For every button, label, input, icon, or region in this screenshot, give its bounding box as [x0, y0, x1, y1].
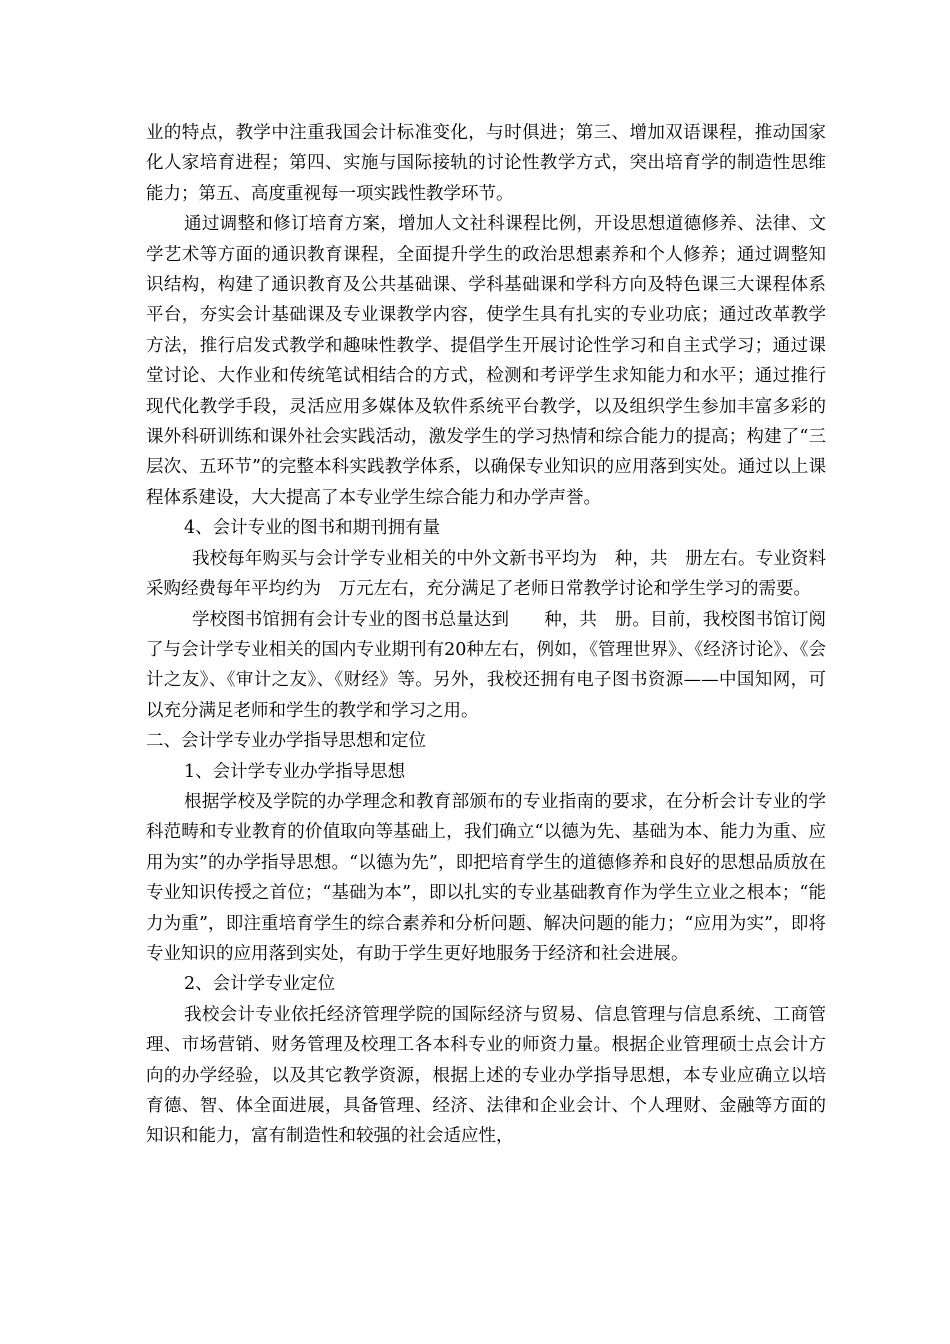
paragraph-course-features: 业的特点，教学中注重我国会计标准变化，与时俱进；第三、增加双语课程，推动国家化人家培育进程；第四、实施与国际接轨的讨论性教学方式，突出培育学的制造性思维能力；第五、高度重视每一项实践性教学环节。	[146, 123, 826, 204]
section-heading-positioning: 2、会计学专业定位	[184, 974, 336, 995]
section-heading-guiding-ideology: 1、会计学专业办学指导思想	[184, 761, 406, 782]
paragraph-guiding-ideology: 根据学校及学院的办学理念和教育部颁布的专业指南的要求，在分析会计专业的学科范畴和专业教育的价值取向等基础上，我们确立“以德为先、基础为本、能力为重、应用为实”的办学指导思想。“以德为先”，即把培育学生的道德修养和良好的思想品质放在专业知识传授之首位；“基础为本”，即以扎实的专业基础教育作为学生立业之根本；“能力为重”，即注重培育学生的综合素养和分析问题、解决问题的能力；“应用为实”，即将专业知识的应用落到实处，有助于学生更好地服务于经济和社会进展。	[146, 791, 826, 964]
chapter-heading-guiding-ideology: 二、会计学专业办学指导思想和定位	[146, 731, 426, 752]
document-page	[146, 118, 826, 1152]
paragraph-positioning: 我校会计专业依托经济管理学院的国际经济与贸易、信息管理与信息系统、工商管理、市场营销、财务管理及校理工各本科专业的师资力量。根据企业管理硕士点会计方向的办学经验，以及其它教学资源，根据上述的专业办学指导思想，本专业应确立以培育德、智、体全面进展，具备管理、经济、法律和企业会计、个人理财、金融等方面的知识和能力，富有制造性和较强的社会适应性，	[146, 1004, 826, 1147]
paragraph-curriculum-reform: 通过调整和修订培育方案，增加人文社科课程比例，开设思想道德修养、法律、文学艺术等方面的通识教育课程，全面提升学生的政治思想素养和个人修养；通过调整知识结构，构建了通识教育及公共基础课、学科基础课和学科方向及特色课三大课程体系平台，夯实会计基础课及专业课教学内容，使学生具有扎实的专业功底；通过改革教学方法，推行启发式教学和趣味性教学、提倡学生开展讨论性学习和自主式学习；通过课堂讨论、大作业和传统笔试相结合的方式，检测和考评学生求知能力和水平；通过推行现代化教学手段，灵活应用多媒体及软件系统平台教学，以及组织学生参加丰富多彩的课外科研训练和课外社会实践活动，激发学生的学习热情和综合能力的提高；构建了“三层次、五环节”的完整本科实践教学体系，以确保专业知识的应用落到实处。通过以上课程体系建设，大大提高了本专业学生综合能力和办学声誉。	[146, 214, 826, 508]
section-heading-library-holdings: 4、会计专业的图书和期刊拥有量	[184, 518, 441, 539]
paragraph-annual-purchase: 我校每年购买与会计学专业相关的中外文新书平均为 种，共 册左右。专业资料采购经费每年平均约为 万元左右，充分满足了老师日常教学讨论和学生学习的需要。	[146, 548, 826, 600]
paragraph-library-collection: 学校图书馆拥有会计专业的图书总量达到 种，共 册。目前，我校图书馆订阅了与会计学专业相关的国内专业期刊有20种左右，例如，《管理世界》、《经济讨论》、《会计之友》、《审计之友》、《财经》等。另外，我校还拥有电子图书资源——中国知网，可以充分满足老师和学生的教学和学习之用。	[146, 609, 826, 721]
